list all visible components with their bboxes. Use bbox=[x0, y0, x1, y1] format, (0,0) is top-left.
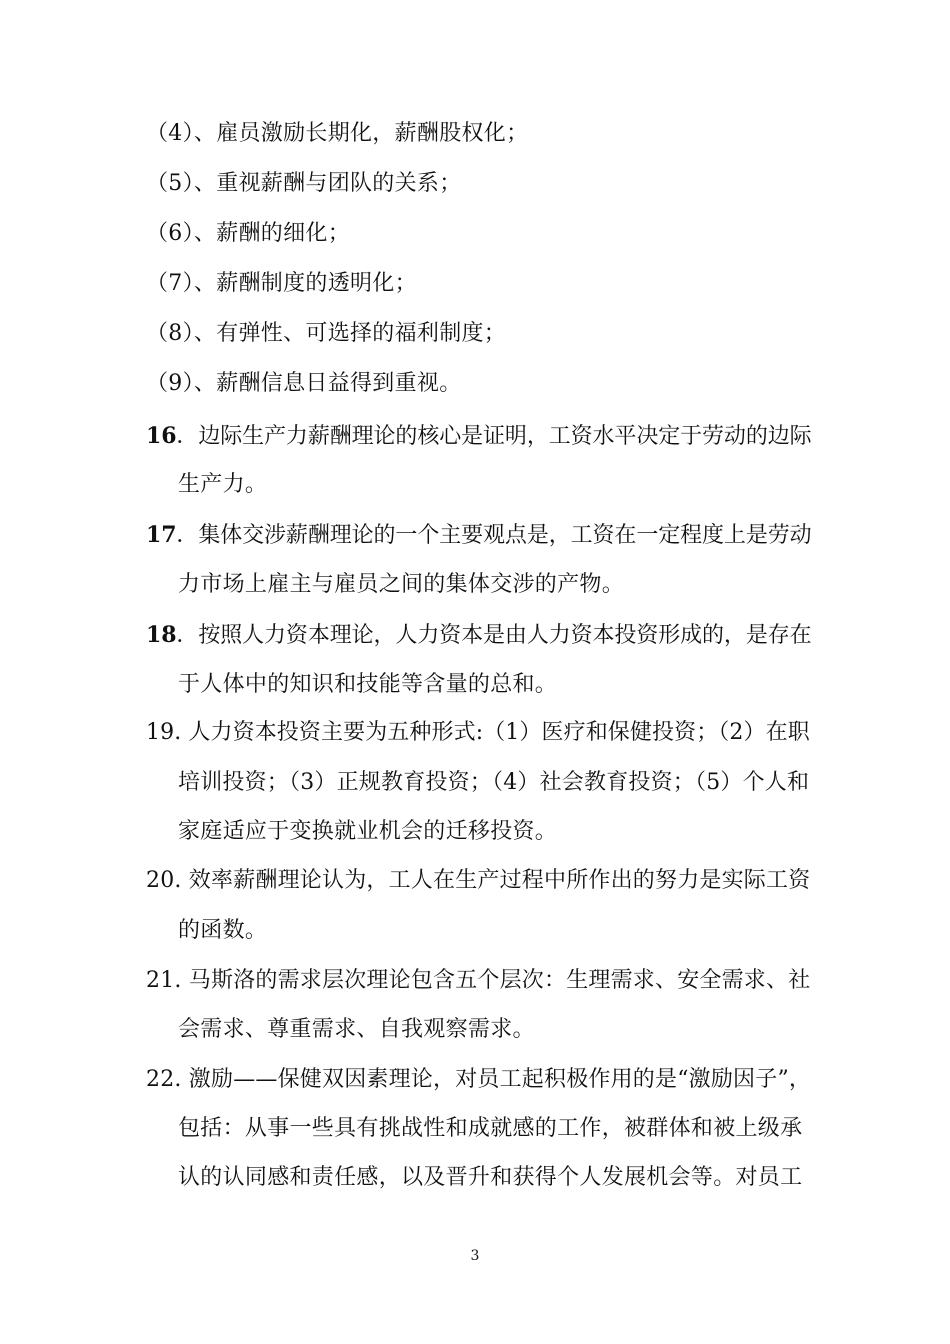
list-item-17 bbox=[146, 520, 812, 551]
item-16-continuation: 生产力。 bbox=[178, 472, 268, 497]
list-item-19 bbox=[146, 718, 810, 748]
item-18-continuation: 于人体中的知识和技能等含量的总和。 bbox=[178, 672, 558, 697]
item-22-continuation-1: 包括：从事一些具有挑战性和成就感的工作，被群体和被上级承 bbox=[178, 1116, 803, 1141]
list-item-21 bbox=[146, 966, 810, 996]
item-text-line: . 效率薪酬理论认为，工人在生产过程中所作出的努力是实际工资 bbox=[174, 868, 811, 893]
item-text-line: . 人力资本投资主要为五种形式:（1）医疗和保健投资；（2）在职 bbox=[174, 720, 810, 745]
item-20-continuation: 的函数。 bbox=[178, 918, 268, 943]
item-text-line: ．集体交涉薪酬理论的一个主要观点是，工资在一定程度上是劳动 bbox=[176, 523, 812, 548]
item-number: 21 bbox=[146, 968, 175, 993]
sub-item-4: （4）、雇员激励长期化，薪酬股权化； bbox=[146, 121, 529, 146]
item-21-continuation: 会需求、尊重需求、自我观察需求。 bbox=[178, 1017, 535, 1042]
list-item-20 bbox=[146, 866, 810, 896]
item-number: 17 bbox=[146, 522, 177, 548]
item-number: 18 bbox=[146, 622, 177, 648]
list-item-16 bbox=[146, 421, 812, 452]
item-text-line: ．边际生产力薪酬理论的核心是证明，工资水平决定于劳动的边际 bbox=[176, 424, 812, 449]
item-text-line: . 马斯洛的需求层次理论包含五个层次：生理需求、安全需求、社 bbox=[174, 968, 811, 993]
page-number: 3 bbox=[470, 1248, 480, 1264]
item-number: 20 bbox=[146, 868, 175, 893]
item-text-line: . 激励——保健双因素理论，对员工起积极作用的是“激励因子”， bbox=[174, 1067, 812, 1092]
sub-item-5: （5）、重视薪酬与团队的关系； bbox=[146, 171, 462, 196]
item-19-continuation-2: 家庭适应于变换就业机会的迁移投资。 bbox=[178, 819, 558, 844]
list-item-22 bbox=[146, 1065, 811, 1095]
sub-item-7: （7）、薪酬制度的透明化； bbox=[146, 271, 417, 296]
sub-item-8: （8）、有弹性、可选择的福利制度； bbox=[146, 321, 507, 346]
item-text-line: ．按照人力资本理论，人力资本是由人力资本投资形成的，是存在 bbox=[176, 623, 812, 648]
item-number: 22 bbox=[146, 1067, 175, 1092]
sub-item-9: （9）、薪酬信息日益得到重视。 bbox=[146, 371, 462, 396]
item-22-continuation-2: 认的认同感和责任感，以及晋升和获得个人发展机会等。对员工 bbox=[178, 1165, 803, 1190]
item-17-continuation: 力市场上雇主与雇员之间的集体交涉的产物。 bbox=[178, 572, 625, 597]
item-number: 16 bbox=[146, 423, 177, 449]
sub-item-6: （6）、薪酬的细化； bbox=[146, 221, 350, 246]
item-19-continuation-1: 培训投资；（3）正规教育投资；（4）社会教育投资；（5）个人和 bbox=[178, 770, 810, 795]
item-number: 19 bbox=[146, 720, 175, 745]
list-item-18 bbox=[146, 620, 812, 651]
